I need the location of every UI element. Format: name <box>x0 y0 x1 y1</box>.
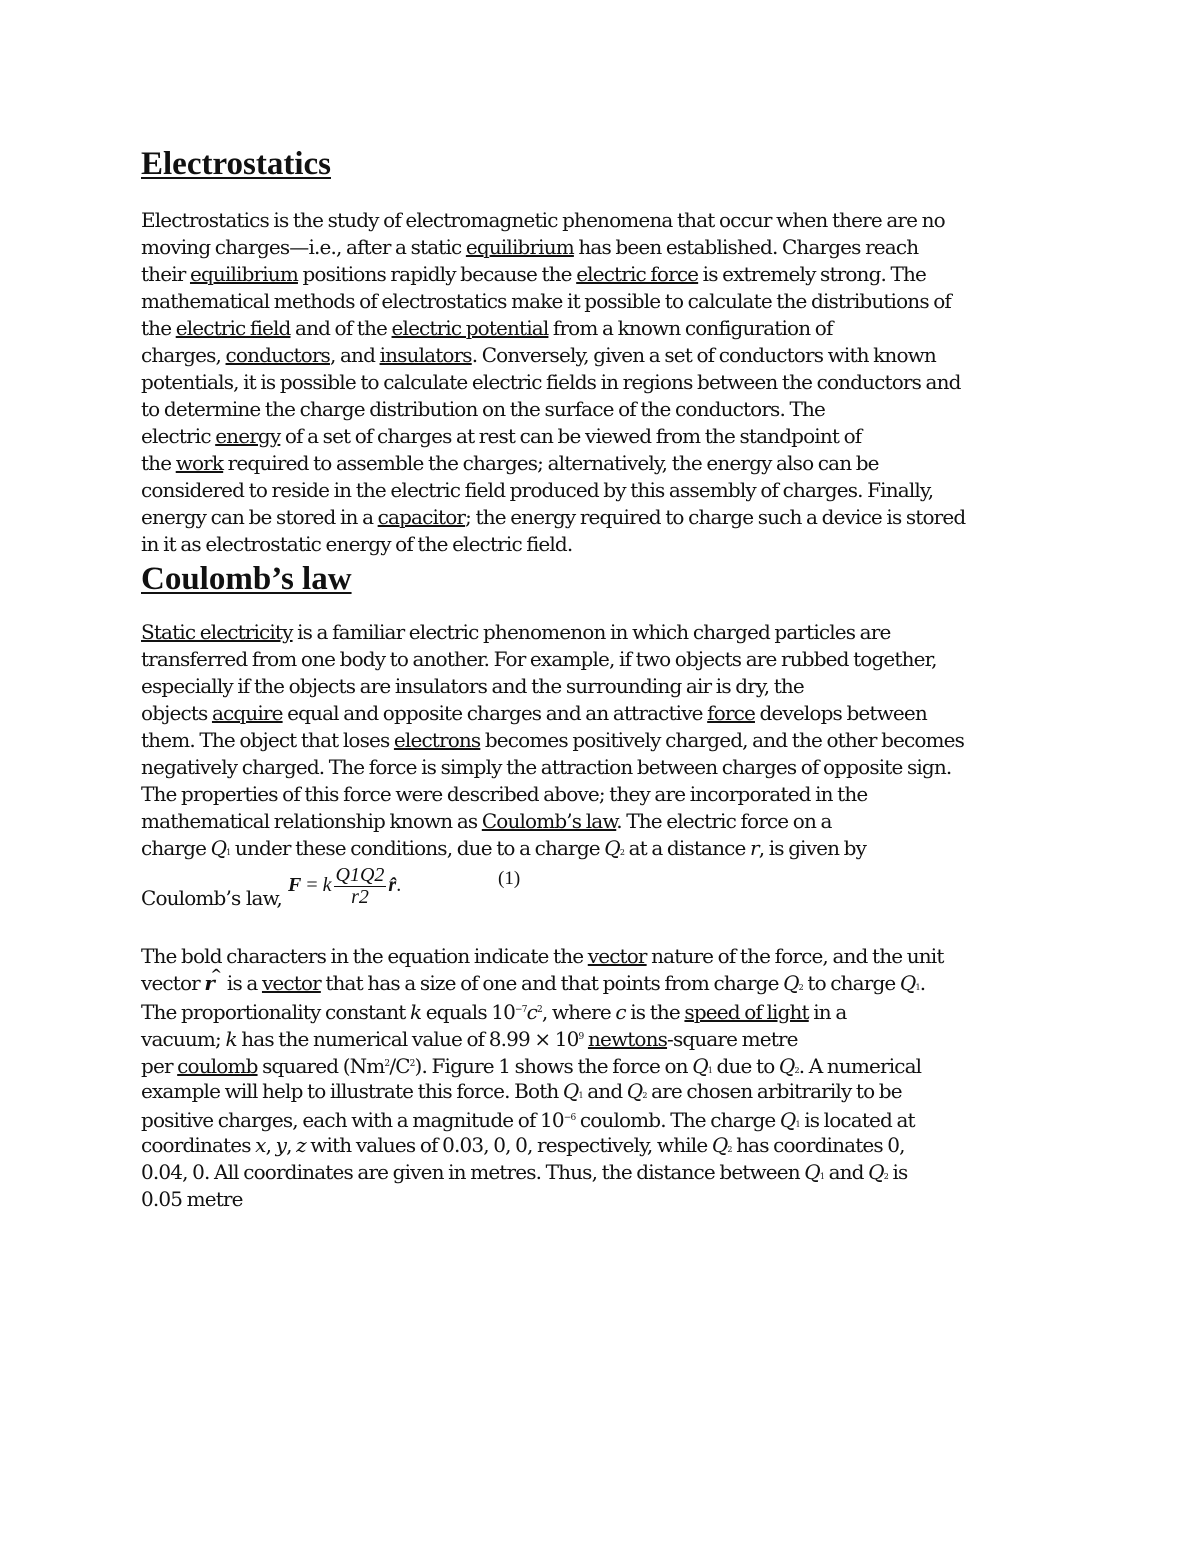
link-text[interactable]: conductors <box>225 343 330 367</box>
subscript: 2 <box>883 1172 888 1181</box>
subscript: 1 <box>226 848 231 857</box>
text-line: energy can be stored in a capacitor; the energy required to charge such a device is stored <box>141 505 966 529</box>
link-text[interactable]: equilibrium <box>189 262 298 286</box>
subscript: 2 <box>794 1066 799 1075</box>
text-line: The properties of this force were described above; they are incorporated in the <box>141 782 868 806</box>
math-variable: Q <box>804 1160 820 1184</box>
link-text[interactable]: coulomb <box>177 1054 258 1078</box>
link-text[interactable]: electrons <box>393 728 481 752</box>
math-variable: x <box>255 1133 266 1157</box>
math-variable: Q <box>210 836 227 860</box>
link-text[interactable]: capacitor <box>377 505 466 529</box>
math-variable: k <box>409 1000 422 1024</box>
text-line: vacuum; k has the numerical value of $8.99 \times 10^9$ newtons-square metre <box>141 1027 798 1051</box>
math-variable: Q <box>783 971 799 995</box>
math-variable: c <box>526 1000 537 1024</box>
superscript: 2 <box>409 1059 415 1069</box>
text-line: the electric field and of the electric potential from a known configuration of <box>141 316 833 340</box>
subscript: 1 <box>915 983 920 992</box>
superscript: −6 <box>563 1113 576 1123</box>
math-variable: Q <box>626 1079 643 1103</box>
math-variable: Q <box>868 1160 884 1184</box>
text-line: electric energy of a set of charges at rest can be viewed from the standpoint of <box>141 424 862 448</box>
math-variable: k <box>225 1027 237 1051</box>
math-variable: Q <box>604 836 620 860</box>
section-title-coulombs-law: Coulomb’s law <box>141 561 352 597</box>
equation-row <box>141 862 1071 916</box>
math-variable: Q <box>779 1108 796 1132</box>
coulomb-equation <box>288 860 401 910</box>
text-line: moving charges—i.e., after a static equilibrium has been established. Charges reach <box>141 235 919 259</box>
text-line: vector r ^ is a vector that has a size of one and that points from charge Q2 to charge Q1. <box>141 970 1071 997</box>
text-line: charge Q1 under these conditions, due to a charge Q2 at a distance r, is given by <box>141 836 867 860</box>
text-line: especially if the objects are insulators and the surrounding air is dry, the <box>141 674 804 698</box>
section-title-electrostatics: Electrostatics <box>141 146 331 182</box>
link-text[interactable]: vector <box>261 971 321 995</box>
text-line: 0.05 metre <box>141 1187 243 1211</box>
subscript: 1 <box>795 1120 800 1129</box>
link-text[interactable]: speed of light <box>684 1000 809 1024</box>
link-text[interactable]: Static electricity <box>141 620 293 644</box>
math-variable: z <box>296 1133 306 1157</box>
math-variable: y <box>275 1133 287 1157</box>
text-line: the work required to assemble the charges; alternatively, the energy also can be <box>141 451 879 475</box>
equation-lhs: F <box>288 873 302 896</box>
equation-number: (1) <box>498 868 521 889</box>
link-text[interactable]: vector <box>587 944 647 968</box>
subscript: 2 <box>727 1145 732 1154</box>
paragraph-coulomb-intro <box>141 619 1071 862</box>
math-variable: Q <box>899 971 916 995</box>
text-line: Static electricity is a familiar electric phenomenon in which charged particles are <box>141 620 891 644</box>
text-line: coordinates x, y, z with values of 0.03, 0, 0, respectively, while Q2 has coordinates 0, <box>141 1133 905 1157</box>
unit-vector: r ^ <box>204 970 222 997</box>
equation-numerator: Q1Q2 <box>335 863 385 886</box>
paragraph-electrostatics <box>141 207 1071 558</box>
subscript: 2 <box>798 983 803 992</box>
link-text[interactable]: Coulomb’s law <box>481 809 617 833</box>
link-text[interactable]: electric force <box>576 262 699 286</box>
subscript: 2 <box>619 848 625 857</box>
link-text[interactable]: work <box>175 451 224 475</box>
superscript: −7 <box>515 1005 527 1015</box>
text-line: them. The object that loses electrons becomes positively charged, and the other becomes <box>141 728 965 752</box>
link-text[interactable]: energy <box>215 424 281 448</box>
math-variable: Q <box>562 1079 579 1103</box>
document-content <box>141 146 1071 1213</box>
superscript: 2 <box>536 1005 542 1015</box>
superscript: 9 <box>578 1032 584 1042</box>
equation-denominator: r2 <box>351 885 369 908</box>
text-line: charges, conductors, and insulators. Conversely, given a set of conductors with known <box>141 343 936 367</box>
text-line: their equilibrium positions rapidly because the electric force is extremely strong. The <box>141 262 927 286</box>
equation-unit-vector: r̂ <box>388 873 397 896</box>
text-line: transferred from one body to another. For example, if two objects are rubbed together, <box>141 647 937 671</box>
equation-fraction <box>334 864 387 907</box>
link-text[interactable]: equilibrium <box>465 235 574 259</box>
math-variable: Q <box>692 1054 708 1078</box>
text-line: example will help to illustrate this force. Both Q1 and Q2 are chosen arbitrarily to be <box>141 1079 902 1103</box>
text-line: mathematical relationship known as Coulomb’s law. The electric force on a <box>141 809 832 833</box>
subscript: 1 <box>578 1091 583 1100</box>
text-line: The bold characters in the equation indicate the vector nature of the force, and the unit <box>141 944 944 968</box>
text-line: objects acquire equal and opposite charges and an attractive force develops between <box>141 701 927 725</box>
text-line: potentials, it is possible to calculate electric fields in regions between the conductors and <box>141 370 961 394</box>
math-variable: r <box>750 836 759 860</box>
text-line: The proportionality constant k equals $10^{-7}c^2$, where c is the speed of light in a <box>141 1000 847 1024</box>
link-text[interactable]: acquire <box>211 701 283 725</box>
subscript: 2 <box>642 1091 647 1100</box>
text-line: considered to reside in the electric field produced by this assembly of charges. Finally, <box>141 478 934 502</box>
link-text[interactable]: force <box>707 701 755 725</box>
math-variable: Q <box>711 1133 728 1157</box>
text-line: negatively charged. The force is simply the attraction between charges of opposite sign. <box>141 755 952 779</box>
link-text[interactable]: electric field <box>175 316 291 340</box>
link-text[interactable]: electric potential <box>391 316 549 340</box>
text-line: 0.04, 0. All coordinates are given in metres. Thus, the distance between Q1 and Q2 is <box>141 1160 908 1184</box>
equation-equals: = <box>301 873 323 896</box>
math-variable: Q <box>778 1054 795 1078</box>
equation-k: k <box>322 873 332 896</box>
text-line: positive charges, each with a magnitude of $10^{-6}$ coulomb. The charge Q1 is located at <box>141 1108 915 1132</box>
text-line: to determine the charge distribution on the surface of the conductors. The <box>141 397 825 421</box>
subscript: 1 <box>819 1172 825 1181</box>
text-line: mathematical methods of electrostatics make it possible to calculate the distributions of <box>141 289 951 313</box>
link-text[interactable]: insulators <box>379 343 472 367</box>
subscript: 1 <box>707 1066 713 1075</box>
math-variable: c <box>615 1000 626 1024</box>
text-line: in it as electrostatic energy of the electric field. <box>141 532 573 556</box>
equation-end: . <box>396 873 402 896</box>
link-text[interactable]: newtons <box>587 1027 668 1051</box>
paragraph-coulomb-detail <box>141 943 1071 1213</box>
superscript: 2 <box>384 1059 390 1069</box>
equation-label: Coulomb’s law, <box>141 886 282 910</box>
text-line: per coulomb squared $(Nm^2/C^2)$. Figure 1 shows the force on Q1 due to Q2. A numerical <box>141 1054 922 1078</box>
text-line: Electrostatics is the study of electromagnetic phenomena that occur when there are no <box>141 208 945 232</box>
